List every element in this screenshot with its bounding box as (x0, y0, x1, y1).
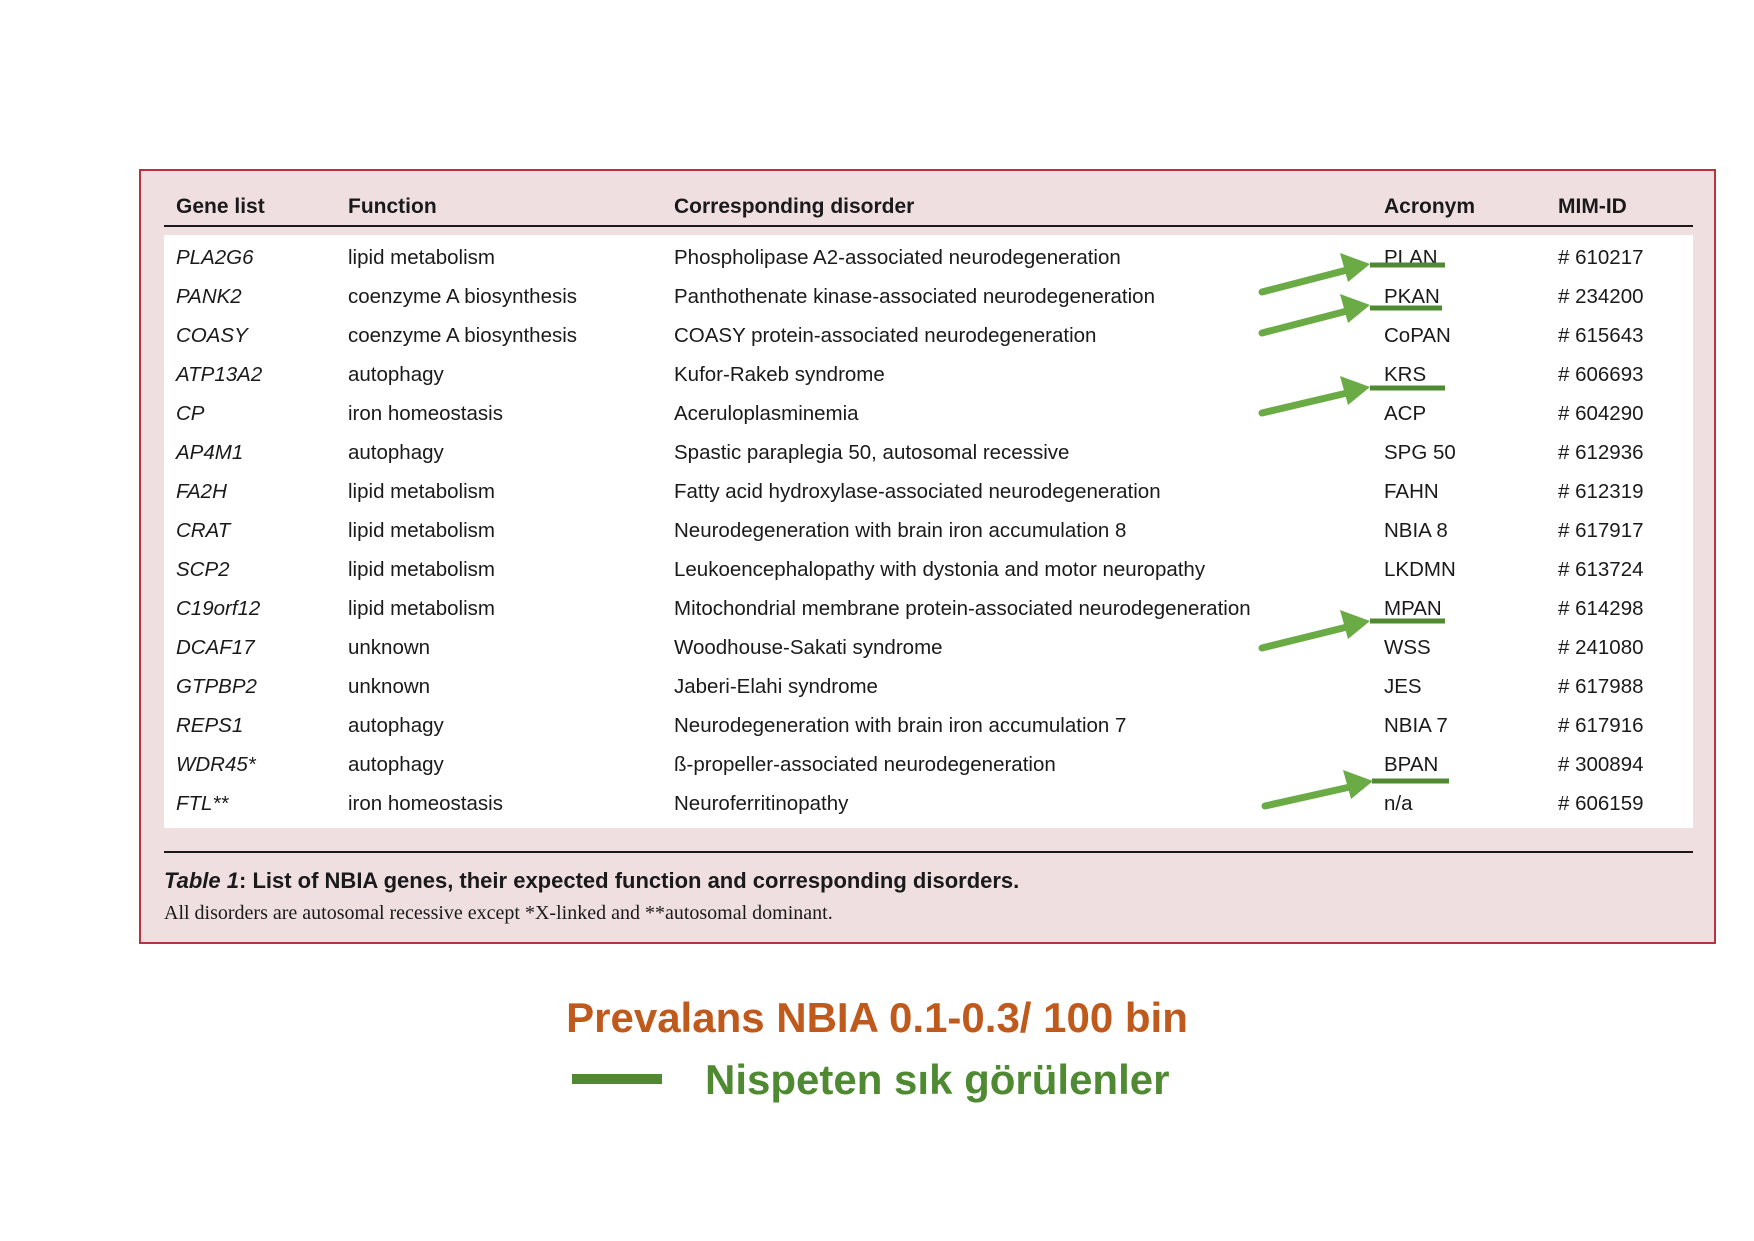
cell-mim-id: # 241080 (1558, 636, 1644, 659)
cell-gene: FA2H (176, 480, 227, 503)
table-row (164, 667, 1693, 706)
cell-gene: SCP2 (176, 558, 230, 581)
cell-acronym: BPAN (1384, 753, 1439, 776)
cell-disorder: Fatty acid hydroxylase-associated neurodegeneration (674, 480, 1161, 503)
cell-function: autophagy (348, 714, 444, 737)
table-row (164, 316, 1693, 355)
table-row (164, 511, 1693, 550)
cell-disorder: Mitochondrial membrane protein-associated neurodegeneration (674, 597, 1251, 620)
table-caption-label: Table 1 (164, 868, 239, 893)
cell-acronym: ACP (1384, 402, 1427, 425)
table-body (164, 235, 1693, 828)
table-caption-title (164, 868, 1019, 894)
prevalence-note: Prevalans NBIA 0.1-0.3/ 100 bin (566, 994, 1188, 1041)
cell-gene: C19orf12 (176, 597, 261, 620)
table-row (164, 628, 1693, 667)
cell-gene: COASY (176, 324, 248, 347)
cell-disorder: Spastic paraplegia 50, autosomal recessive (674, 441, 1070, 464)
cell-mim-id: # 610217 (1558, 246, 1644, 269)
cell-disorder: Woodhouse-Sakati syndrome (674, 636, 943, 659)
cell-disorder: Kufor-Rakeb syndrome (674, 363, 885, 386)
cell-mim-id: # 617916 (1558, 714, 1644, 737)
cell-gene: DCAF17 (176, 636, 255, 659)
header-corresponding-disorder: Corresponding disorder (674, 195, 915, 218)
table-header-row (164, 181, 1693, 227)
cell-disorder: Neurodegeneration with brain iron accumulation 7 (674, 714, 1127, 737)
header-acronym: Acronym (1384, 195, 1476, 218)
cell-disorder: Leukoencephalopathy with dystonia and motor neuropathy (674, 558, 1206, 581)
cell-mim-id: # 606693 (1558, 363, 1644, 386)
cell-function: iron homeostasis (348, 792, 503, 815)
table-row (164, 433, 1693, 472)
cell-acronym: NBIA 8 (1384, 519, 1448, 542)
cell-acronym: WSS (1384, 636, 1431, 659)
cell-mim-id: # 300894 (1558, 753, 1644, 776)
cell-gene: PLA2G6 (176, 246, 254, 269)
cell-gene: WDR45* (176, 753, 256, 776)
cell-mim-id: # 613724 (1558, 558, 1644, 581)
cell-mim-id: # 604290 (1558, 402, 1644, 425)
cell-function: coenzyme A biosynthesis (348, 285, 578, 308)
cell-disorder: Aceruloplasminemia (674, 402, 859, 425)
table-bottom-rule (164, 851, 1693, 853)
cell-gene: REPS1 (176, 714, 244, 737)
cell-gene: CRAT (176, 519, 231, 542)
cell-gene: FTL** (176, 792, 229, 815)
cell-disorder: Panthothenate kinase-associated neurodegeneration (674, 285, 1155, 308)
table-row (164, 589, 1693, 628)
cell-function: unknown (348, 675, 431, 698)
cell-gene: ATP13A2 (176, 363, 263, 386)
cell-acronym: n/a (1384, 792, 1413, 815)
cell-function: coenzyme A biosynthesis (348, 324, 578, 347)
cell-function: lipid metabolism (348, 519, 495, 542)
table-row (164, 745, 1693, 784)
header-function: Function (348, 195, 437, 218)
cell-disorder: Neuroferritinopathy (674, 792, 849, 815)
cell-mim-id: # 617988 (1558, 675, 1644, 698)
header-gene-list: Gene list (176, 195, 265, 218)
legend-text: Nispeten sık görülenler (705, 1056, 1170, 1103)
nbia-gene-table (139, 169, 1716, 944)
cell-acronym: MPAN (1384, 597, 1442, 620)
cell-gene: AP4M1 (176, 441, 244, 464)
cell-function: lipid metabolism (348, 246, 495, 269)
cell-mim-id: # 612319 (1558, 480, 1644, 503)
table-caption-note: All disorders are autosomal recessive except *X-linked and **autosomal dominant. (164, 902, 833, 924)
legend-line-icon (572, 1074, 662, 1084)
table-row (164, 784, 1693, 823)
cell-acronym: JES (1384, 675, 1422, 698)
cell-mim-id: # 615643 (1558, 324, 1644, 347)
cell-acronym: PKAN (1384, 285, 1440, 308)
table-row (164, 472, 1693, 511)
cell-acronym: CoPAN (1384, 324, 1451, 347)
cell-disorder: Jaberi-Elahi syndrome (674, 675, 878, 698)
cell-function: iron homeostasis (348, 402, 503, 425)
cell-acronym: FAHN (1384, 480, 1439, 503)
cell-gene: GTPBP2 (176, 675, 257, 698)
header-mim-id: MIM-ID (1558, 195, 1627, 218)
table-row (164, 355, 1693, 394)
cell-acronym: PLAN (1384, 246, 1438, 269)
cell-mim-id: # 234200 (1558, 285, 1644, 308)
table-row (164, 394, 1693, 433)
cell-function: lipid metabolism (348, 558, 495, 581)
cell-function: autophagy (348, 441, 444, 464)
table-caption-text: : List of NBIA genes, their expected function and corresponding disorders. (239, 868, 1020, 893)
cell-acronym: LKDMN (1384, 558, 1456, 581)
cell-acronym: NBIA 7 (1384, 714, 1448, 737)
cell-gene: PANK2 (176, 285, 242, 308)
cell-function: autophagy (348, 363, 444, 386)
cell-disorder: ß-propeller-associated neurodegeneration (674, 753, 1056, 776)
table-row (164, 706, 1693, 745)
cell-mim-id: # 612936 (1558, 441, 1644, 464)
cell-disorder: Phospholipase A2-associated neurodegeneration (674, 246, 1121, 269)
cell-function: autophagy (348, 753, 444, 776)
cell-mim-id: # 614298 (1558, 597, 1644, 620)
cell-disorder: COASY protein-associated neurodegeneration (674, 324, 1097, 347)
cell-function: lipid metabolism (348, 480, 495, 503)
cell-mim-id: # 617917 (1558, 519, 1644, 542)
cell-acronym: SPG 50 (1384, 441, 1456, 464)
cell-acronym: KRS (1384, 363, 1427, 386)
table-row (164, 550, 1693, 589)
cell-function: unknown (348, 636, 431, 659)
cell-gene: CP (176, 402, 205, 425)
cell-disorder: Neurodegeneration with brain iron accumulation 8 (674, 519, 1127, 542)
table-row (164, 238, 1693, 277)
cell-function: lipid metabolism (348, 597, 495, 620)
table-row (164, 277, 1693, 316)
cell-mim-id: # 606159 (1558, 792, 1644, 815)
